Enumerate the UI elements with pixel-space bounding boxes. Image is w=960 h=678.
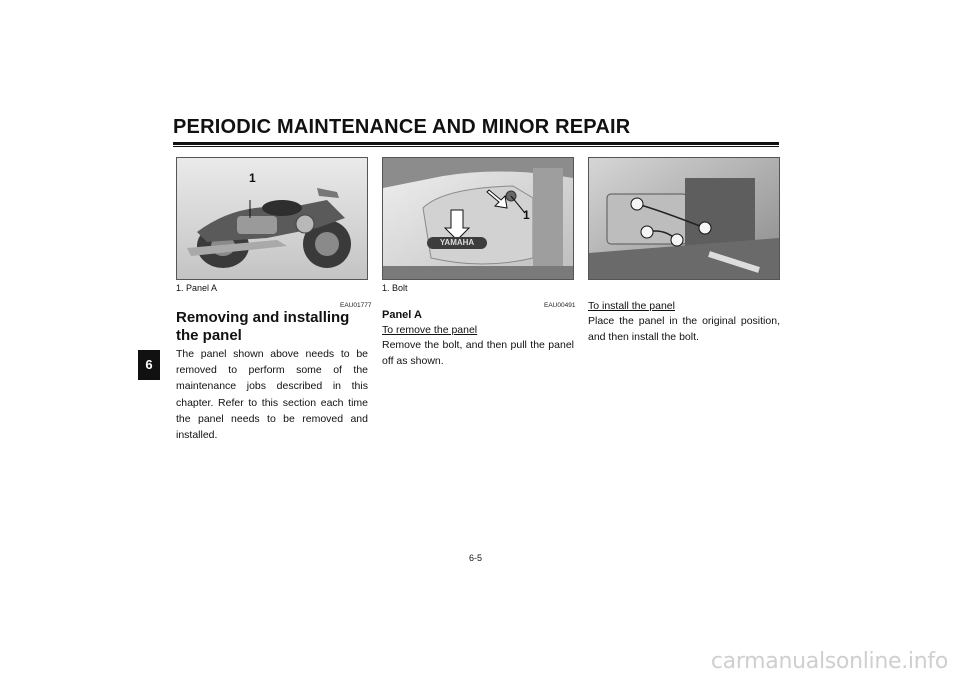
- procedure-body-remove: Remove the bolt, and then pull the panel off as shown.: [382, 339, 574, 368]
- panel-illustration: [383, 158, 573, 279]
- procedure-heading-install: To install the panel: [588, 300, 675, 312]
- header-rule-thin: [173, 146, 779, 147]
- figure-callout: 1: [523, 208, 530, 222]
- subsection-heading: Panel A: [382, 309, 422, 321]
- section-code: EAU00491: [544, 302, 576, 309]
- section-body: The panel shown above needs to be removed to perform some of the maintenance jobs described in this chapter. Refer to this section each time the panel needs to be removed and installed.: [176, 348, 368, 442]
- yamaha-badge: YAMAHA: [427, 237, 487, 249]
- panel-figure: [382, 157, 574, 280]
- page-title: PERIODIC MAINTENANCE AND MINOR REPAIR: [173, 116, 631, 138]
- figure-callout: 1: [249, 171, 256, 185]
- motorcycle-illustration: [177, 158, 367, 279]
- figure-caption: 1. Panel A: [176, 283, 218, 293]
- install-illustration: [589, 158, 779, 279]
- section-code: EAU01777: [340, 302, 372, 309]
- section-heading: Removing and installing the panel: [176, 309, 350, 344]
- page-number: 6-5: [469, 553, 483, 563]
- install-figure: [588, 157, 780, 280]
- watermark: carmanualsonline.info: [710, 649, 948, 674]
- header-rule: [173, 142, 779, 145]
- motorcycle-figure: [176, 157, 368, 280]
- procedure-body-install: Place the panel in the original position, and then install the bolt.: [588, 315, 780, 344]
- chapter-tab: 6: [138, 350, 160, 380]
- procedure-heading-remove: To remove the panel: [382, 324, 478, 336]
- figure-caption: 1. Bolt: [382, 283, 408, 293]
